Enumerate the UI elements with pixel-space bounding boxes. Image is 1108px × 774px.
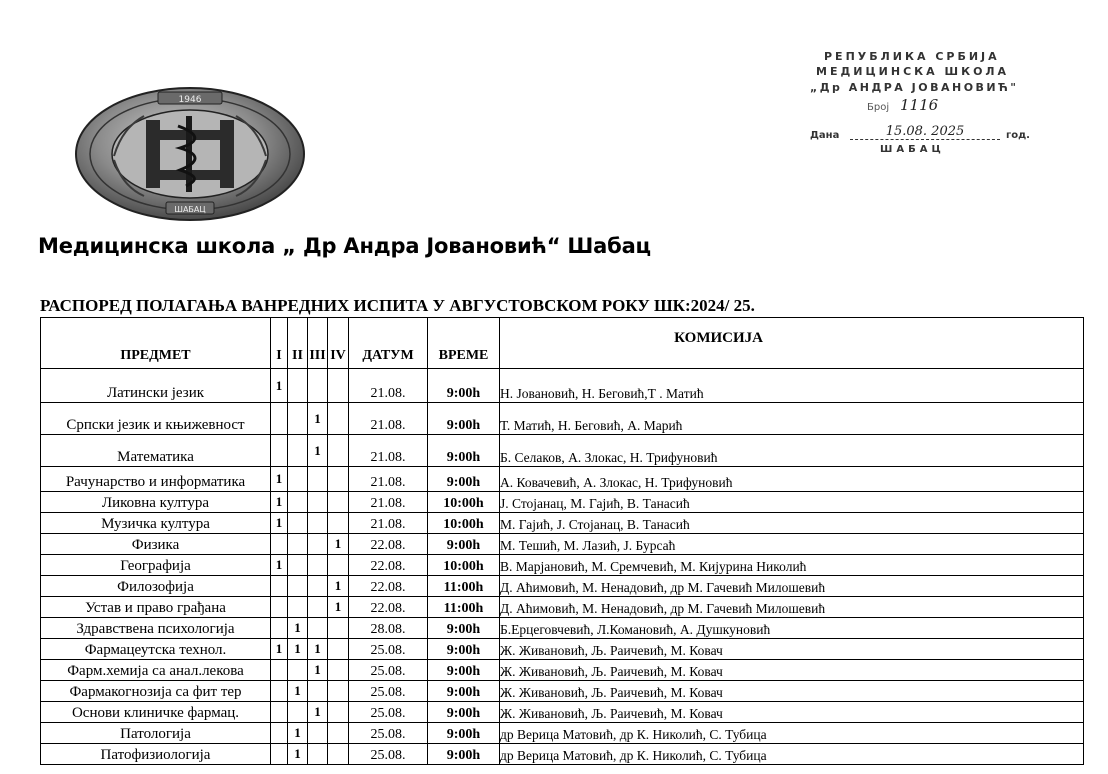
grade-4-mark [328,702,349,723]
stamp-year-label: год. [1006,130,1030,141]
table-row [41,702,1084,723]
grade-4-mark [328,723,349,744]
grade-1-mark [271,681,288,702]
table-row [41,555,1084,576]
exam-date: 22.08. [349,534,428,555]
grade-1-mark: 1 [271,369,288,403]
grade-2-mark [288,660,308,681]
table-row [41,403,1084,435]
table-row [41,723,1084,744]
grade-2-mark: 1 [288,744,308,765]
commission-members: др Верица Матовић, др К. Николић, С. Тубица [500,744,1084,765]
grade-4-mark [328,639,349,660]
subject-cell: Устав и право грађана [41,597,271,618]
grade-1-mark [271,702,288,723]
commission-members: Ж. Живановић, Љ. Раичевић, М. Ковач [500,660,1084,681]
exam-time: 9:00h [428,618,500,639]
grade-3-mark [308,467,328,492]
grade-4-mark [328,660,349,681]
exam-date: 22.08. [349,597,428,618]
grade-3-mark [308,723,328,744]
grade-3-mark: 1 [308,702,328,723]
grade-4-mark [328,555,349,576]
commission-members: Б.Ерцеговчевић, Л.Комановић, А. Душкуновић [500,618,1084,639]
subject-cell: Фарм.хемија са анал.лекова [41,660,271,681]
grade-2-mark [288,467,308,492]
table-row [41,467,1084,492]
grade-2-mark [288,555,308,576]
subject-cell: Ликовна култура [41,492,271,513]
header-date: ДАТУМ [349,318,428,369]
grade-2-mark [288,492,308,513]
exam-time: 9:00h [428,534,500,555]
exam-date: 21.08. [349,467,428,492]
grade-1-mark: 1 [271,467,288,492]
exam-date: 25.08. [349,744,428,765]
grade-3-mark [308,492,328,513]
grade-2-mark [288,597,308,618]
table-row [41,369,1084,403]
commission-members: М. Тешић, М. Лазић, Ј. Бурсаћ [500,534,1084,555]
commission-members: Н. Јовановић, Н. Беговић,Т . Матић [500,369,1084,403]
subject-cell: Патологија [41,723,271,744]
official-stamp [780,50,1070,160]
grade-3-mark [308,576,328,597]
table-row [41,681,1084,702]
subject-cell: Латински језик [41,369,271,403]
grade-2-mark: 1 [288,618,308,639]
grade-4-mark: 1 [328,534,349,555]
stamp-date-value: 15.08. 2025 [850,124,1000,140]
grade-2-mark: 1 [288,723,308,744]
exam-date: 25.08. [349,723,428,744]
table-row [41,639,1084,660]
subject-cell: Математика [41,435,271,467]
commission-members: Ј. Стојанац, М. Гајић, В. Танасић [500,492,1084,513]
grade-4-mark [328,467,349,492]
table-row [41,576,1084,597]
grade-2-mark: 1 [288,639,308,660]
grade-2-mark [288,369,308,403]
stamp-number-value: 1116 [900,96,939,114]
table-row [41,618,1084,639]
stamp-school-name: „Др АНДРА ЈОВАНОВИЋ" [810,81,1019,94]
subject-cell: Музичка култура [41,513,271,534]
grade-3-mark [308,618,328,639]
grade-1-mark: 1 [271,492,288,513]
commission-members: Б. Селаков, А. Злокас, Н. Трифуновић [500,435,1084,467]
commission-members: Д. Аћимовић, М. Ненадовић, др М. Гачевић Милошевић [500,597,1084,618]
grade-1-mark: 1 [271,639,288,660]
grade-4-mark: 1 [328,597,349,618]
exam-date: 21.08. [349,492,428,513]
subject-cell: Патофизиологија [41,744,271,765]
grade-2-mark [288,576,308,597]
grade-3-mark: 1 [308,435,328,467]
commission-members: А. Ковачевић, А. Злокас, Н. Трифуновић [500,467,1084,492]
commission-members: Ж. Живановић, Љ. Раичевић, М. Ковач [500,681,1084,702]
exam-time: 9:00h [428,744,500,765]
grade-1-mark [271,618,288,639]
grade-1-mark [271,597,288,618]
exam-time: 9:00h [428,660,500,681]
grade-4-mark: 1 [328,576,349,597]
table-row [41,513,1084,534]
exam-date: 21.08. [349,513,428,534]
grade-3-mark: 1 [308,403,328,435]
stamp-number-label: Број [867,102,890,113]
subject-cell: Филозофија [41,576,271,597]
subject-cell: Географија [41,555,271,576]
header-grade-2: II [288,318,308,369]
commission-members: др Верица Матовић, др К. Николић, С. Тубица [500,723,1084,744]
grade-1-mark [271,435,288,467]
stamp-date-label: Дана [810,130,840,141]
stamp-republic: РЕПУБЛИКА СРБИЈА [824,50,1000,63]
exam-date: 22.08. [349,555,428,576]
stamp-school: МЕДИЦИНСКА ШКОЛА [816,65,1010,78]
exam-time: 10:00h [428,513,500,534]
grade-3-mark [308,597,328,618]
table-row [41,534,1084,555]
stamp-city: ШАБАЦ [880,144,945,155]
exam-time: 9:00h [428,702,500,723]
exam-date: 21.08. [349,369,428,403]
grade-1-mark [271,723,288,744]
school-emblem-logo [74,86,306,222]
grade-1-mark: 1 [271,555,288,576]
header-time: ВРЕМЕ [428,318,500,369]
commission-members: Ж. Живановић, Љ. Раичевић, М. Ковач [500,702,1084,723]
grade-2-mark: 1 [288,681,308,702]
grade-4-mark [328,403,349,435]
table-row [41,492,1084,513]
subject-cell: Фармакогнозија са фит тер [41,681,271,702]
grade-4-mark [328,513,349,534]
table-row [41,744,1084,765]
subject-cell: Српски језик и књижевност [41,403,271,435]
exam-date: 21.08. [349,435,428,467]
header-grade-3: III [308,318,328,369]
exam-schedule-table [40,317,1084,765]
commission-members: М. Гајић, Ј. Стојанац, В. Танасић [500,513,1084,534]
grade-3-mark [308,534,328,555]
commission-members: Ж. Живановић, Љ. Раичевић, М. Ковач [500,639,1084,660]
exam-time: 11:00h [428,576,500,597]
grade-2-mark [288,513,308,534]
exam-date: 21.08. [349,403,428,435]
exam-time: 9:00h [428,403,500,435]
table-row [41,660,1084,681]
subject-cell: Здравствена психологија [41,618,271,639]
header-subject: ПРЕДМЕТ [41,318,271,369]
grade-3-mark [308,744,328,765]
grade-4-mark [328,681,349,702]
grade-2-mark [288,403,308,435]
exam-time: 9:00h [428,639,500,660]
grade-4-mark [328,369,349,403]
exam-time: 9:00h [428,369,500,403]
grade-3-mark [308,369,328,403]
exam-time: 10:00h [428,492,500,513]
subject-cell: Рачунарство и информатика [41,467,271,492]
exam-time: 9:00h [428,681,500,702]
school-name-heading: Медицинска школа „ Др Андра Јовановић“ Шабац [38,234,651,258]
subject-cell: Фармацеутска технол. [41,639,271,660]
grade-1-mark [271,534,288,555]
grade-4-mark [328,492,349,513]
grade-4-mark [328,435,349,467]
exam-date: 25.08. [349,660,428,681]
table-row [41,435,1084,467]
grade-2-mark [288,702,308,723]
table-row [41,597,1084,618]
grade-4-mark [328,618,349,639]
svg-text:1946: 1946 [178,95,202,105]
grade-3-mark: 1 [308,660,328,681]
exam-time: 10:00h [428,555,500,576]
commission-members: В. Марјановић, М. Сремчевић, М. Кијурина Николић [500,555,1084,576]
grade-3-mark [308,513,328,534]
document-title: РАСПОРЕД ПОЛАГАЊА ВАНРЕДНИХ ИСПИТА У АВГУСТОВСКОМ РОКУ ШК:2024/ 25. [40,296,755,315]
grade-3-mark [308,555,328,576]
exam-date: 28.08. [349,618,428,639]
grade-1-mark: 1 [271,513,288,534]
exam-time: 9:00h [428,467,500,492]
grade-2-mark [288,534,308,555]
grade-2-mark [288,435,308,467]
subject-cell: Физика [41,534,271,555]
grade-3-mark: 1 [308,639,328,660]
exam-time: 11:00h [428,597,500,618]
subject-cell: Основи клиничке фармац. [41,702,271,723]
exam-time: 9:00h [428,723,500,744]
header-commission: КОМИСИЈА [500,318,1084,369]
header-grade-4: IV [328,318,349,369]
header-grade-1: I [271,318,288,369]
grade-1-mark [271,660,288,681]
exam-time: 9:00h [428,435,500,467]
exam-date: 22.08. [349,576,428,597]
exam-date: 25.08. [349,639,428,660]
exam-date: 25.08. [349,681,428,702]
commission-members: Т. Матић, Н. Беговић, А. Марић [500,403,1084,435]
svg-text:ШАБАЦ: ШАБАЦ [174,205,206,214]
grade-1-mark [271,403,288,435]
grade-3-mark [308,681,328,702]
grade-1-mark [271,576,288,597]
table-header-row [41,318,1084,369]
grade-4-mark [328,744,349,765]
commission-members: Д. Аћимовић, М. Ненадовић, др М. Гачевић Милошевић [500,576,1084,597]
exam-date: 25.08. [349,702,428,723]
grade-1-mark [271,744,288,765]
